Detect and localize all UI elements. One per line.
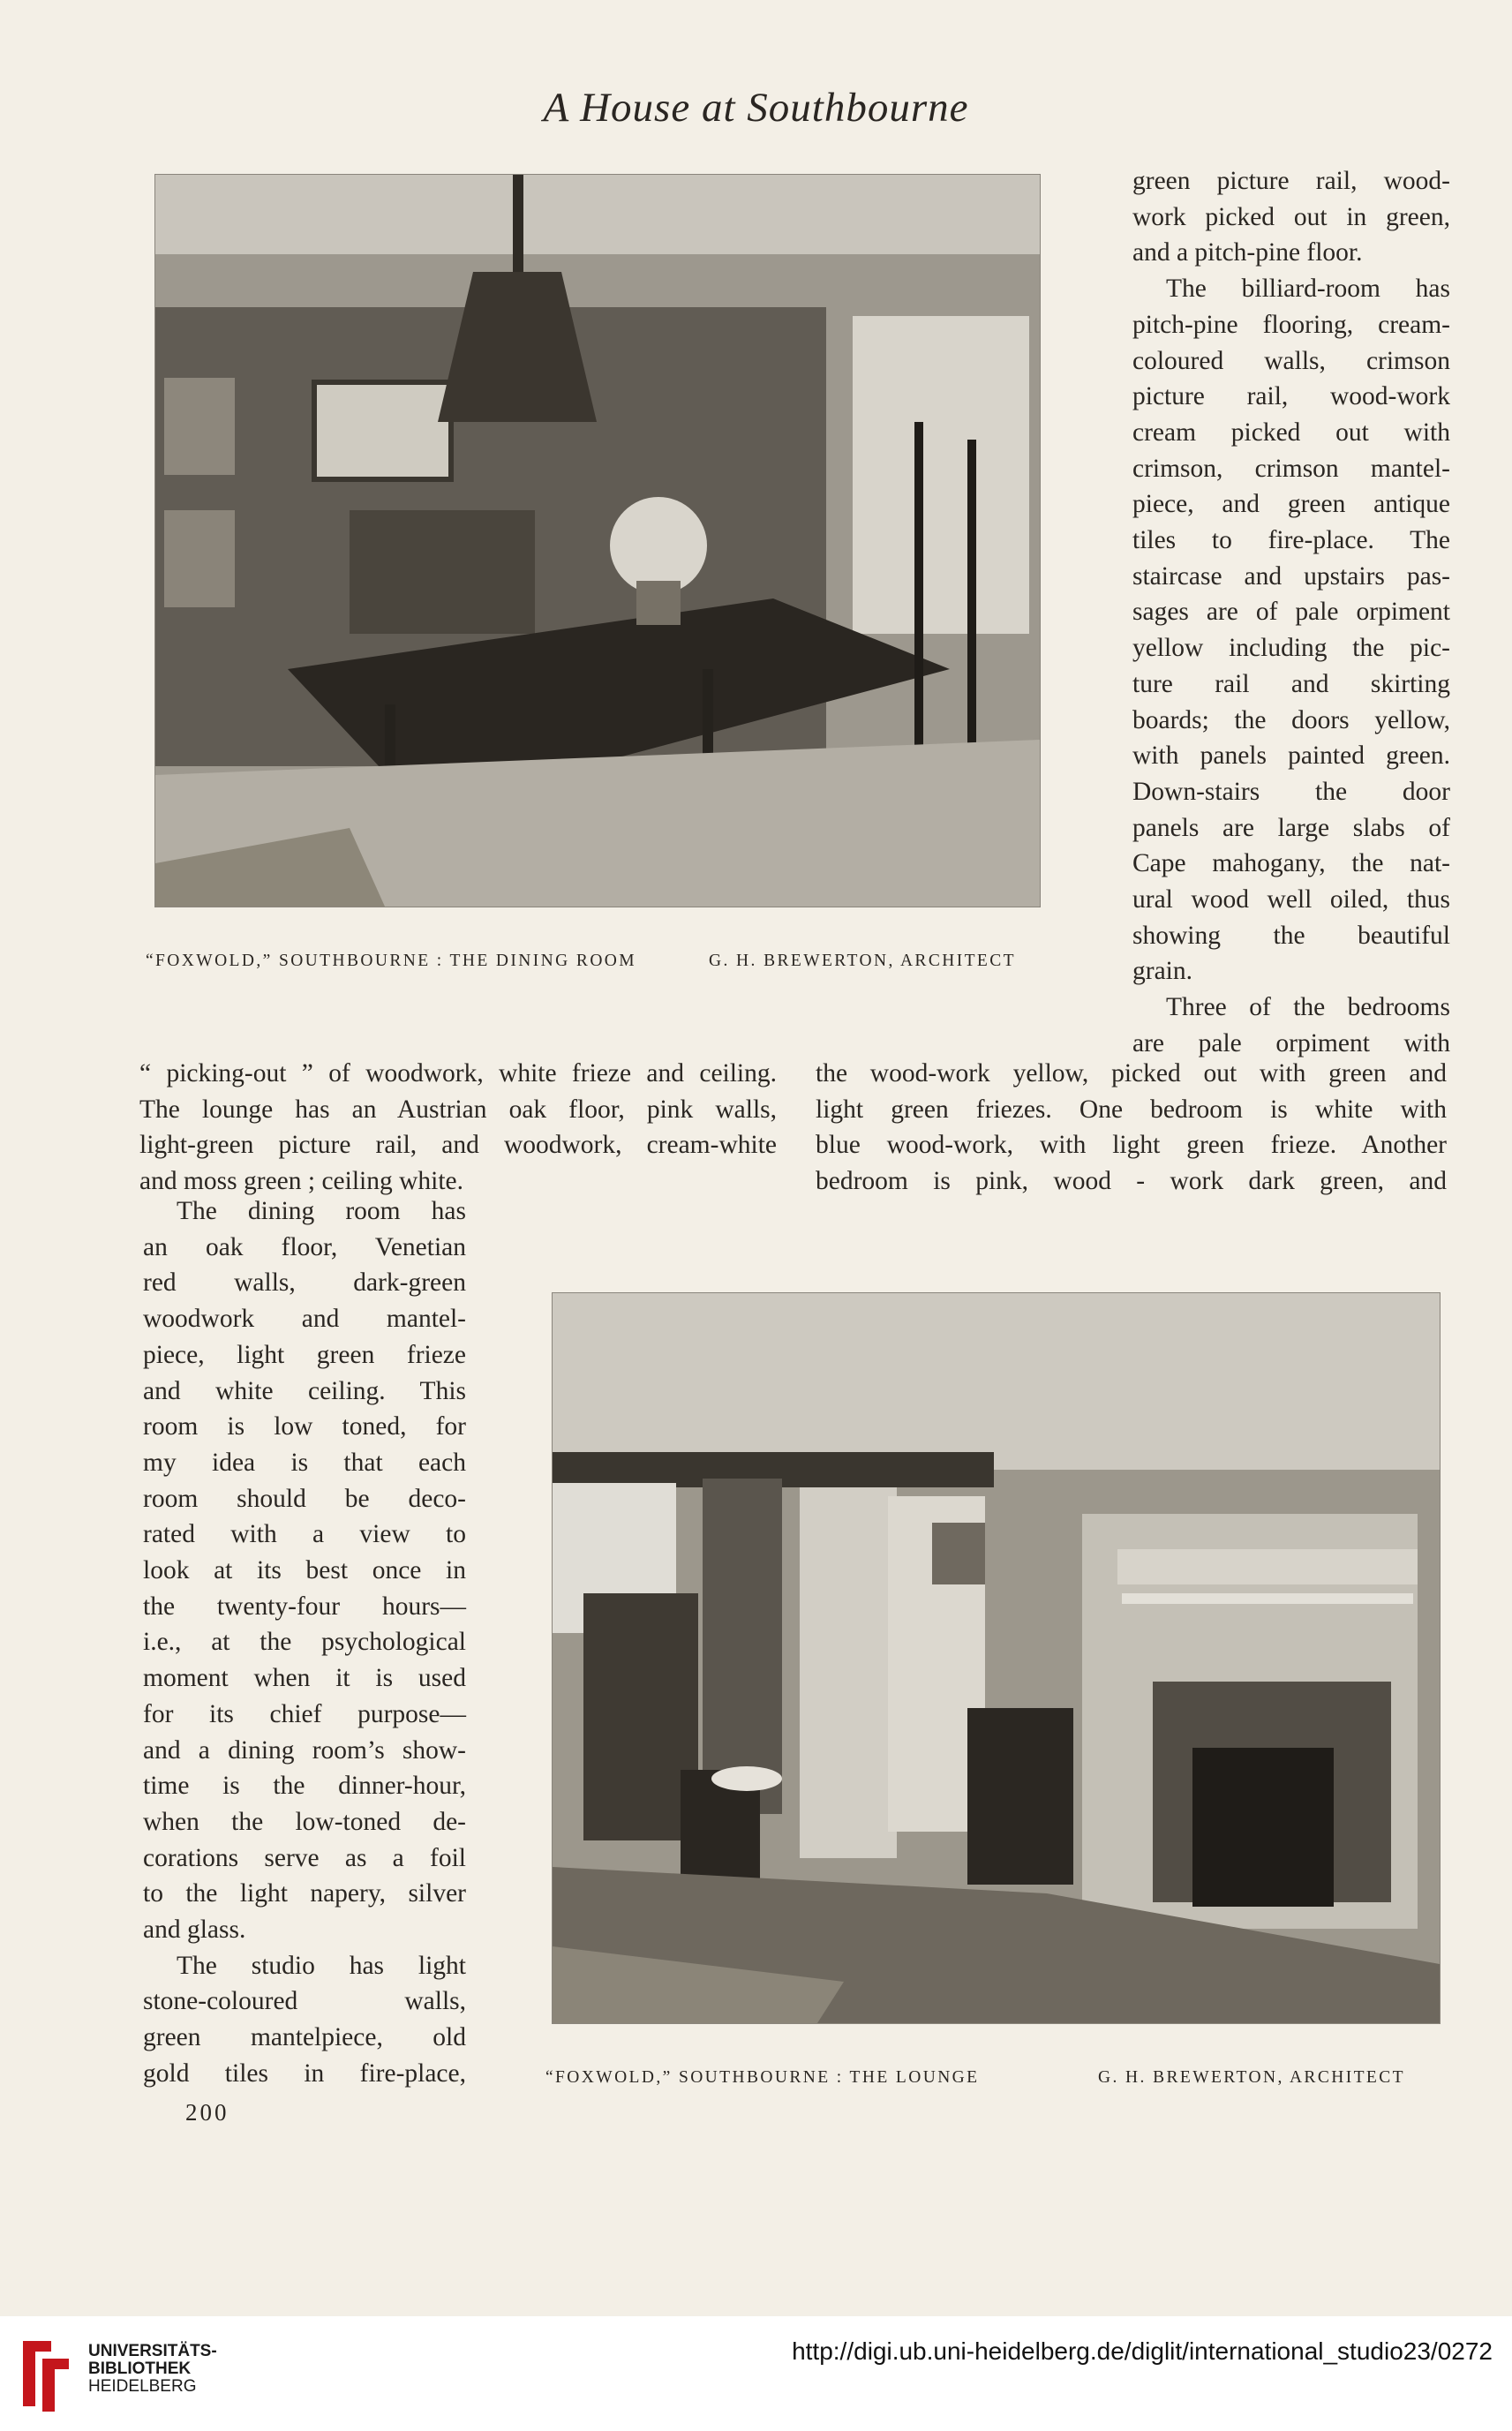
text-line: pitch-pine flooring, cream-: [1132, 310, 1450, 339]
text-line: tiles to fire-place. The: [1132, 526, 1450, 555]
text-line: time is the dinner-hour,: [143, 1772, 466, 1801]
library-name: [88, 2343, 217, 2396]
text-line: woodwork and mantel-: [143, 1305, 466, 1334]
text-line: and a dining room’s show-: [143, 1735, 466, 1765]
text-line: my idea is that each: [143, 1448, 466, 1477]
text-line: corations serve as a foil: [143, 1843, 466, 1872]
lounge-photo: [552, 1292, 1441, 2024]
text-line: are pale orpiment with: [1132, 1028, 1450, 1057]
upper-right-column: [1132, 163, 1450, 1062]
text-line: boards; the doors yellow,: [1132, 705, 1450, 734]
text-line: staircase and upstairs pas-: [1132, 561, 1450, 591]
text-line: yellow including the pic-: [1132, 634, 1450, 663]
text-line: and glass.: [143, 1915, 246, 1945]
text-line: cream picked out with: [1132, 418, 1450, 447]
text-line: sages are of pale orpiment: [1132, 598, 1450, 627]
text-line: ural wood well oiled, thus: [1132, 885, 1450, 914]
page-number: 200: [185, 2099, 229, 2126]
text-line: coloured walls, crimson: [1132, 346, 1450, 375]
text-line: ture rail and skirting: [1132, 669, 1450, 698]
text-line: an oak floor, Venetian: [143, 1232, 466, 1261]
text-line: green picture rail, wood-: [1132, 167, 1450, 195]
text-line: room should be deco-: [143, 1484, 466, 1513]
text-line: green mantelpiece, old: [143, 2023, 466, 2052]
dining-room-credit: G. H. BREWERTON, ARCHITECT: [709, 952, 1016, 970]
text-line: and moss green ; ceiling white.: [139, 1167, 464, 1196]
text-line: with panels painted green.: [1132, 741, 1450, 771]
text-line: rated with a view to: [143, 1520, 466, 1549]
library-logo-icon: [16, 2332, 76, 2415]
library-name-line: HEIDELBERG: [88, 2377, 197, 2396]
text-line: to the light napery, silver: [143, 1879, 466, 1908]
text-line: Down-stairs the door: [1132, 777, 1450, 806]
text-line: The billiard-room has: [1166, 275, 1450, 304]
library-name-line: BIBLIOTHEK: [88, 2360, 192, 2378]
text-line: The dining room has: [177, 1197, 466, 1225]
lounge-credit: G. H. BREWERTON, ARCHITECT: [1098, 2068, 1405, 2087]
text-line: the wood-work yellow, picked out with green and: [816, 1059, 1447, 1088]
text-line: gold tiles in fire-place,: [143, 2058, 466, 2088]
library-name-line: UNIVERSITÄTS-: [88, 2342, 217, 2360]
text-line: red walls, dark-green: [143, 1268, 466, 1298]
text-line: grain.: [1132, 957, 1192, 986]
text-line: crimson, crimson mantel-: [1132, 454, 1450, 483]
text-line: for its chief purpose—: [143, 1699, 466, 1728]
text-line: stone-coloured walls,: [143, 1987, 466, 2016]
middle-left-text: [139, 1056, 777, 1200]
text-line: work picked out in green,: [1132, 202, 1450, 231]
text-line: the twenty-four hours—: [143, 1592, 466, 1621]
permalink-url[interactable]: http://digi.ub.uni-heidelberg.de/diglit/international_studio23/0272: [792, 2337, 1493, 2365]
text-line: piece, light green frieze: [143, 1340, 466, 1369]
dining-room-photo: [154, 174, 1041, 907]
text-line: Three of the bedrooms: [1166, 993, 1450, 1022]
text-line: The studio has light: [177, 1951, 466, 1980]
text-line: bedroom is pink, wood - work dark green, and: [816, 1167, 1447, 1196]
text-line: The lounge has an Austrian oak floor, pink walls,: [139, 1095, 777, 1124]
text-line: panels are large slabs of: [1132, 813, 1450, 842]
text-line: i.e., at the psychological: [143, 1628, 466, 1657]
text-line: and white ceiling. This: [143, 1376, 466, 1405]
digitization-footer: [0, 2316, 1512, 2431]
text-line: “ picking-out ” of woodwork, white frieze and ceiling.: [139, 1059, 777, 1088]
text-line: showing the beautiful: [1132, 921, 1450, 950]
text-line: blue wood-work, with light green frieze. Another: [816, 1131, 1447, 1160]
text-line: look at its best once in: [143, 1556, 466, 1585]
lounge-caption: “FOXWOLD,” SOUTHBOURNE : THE LOUNGE: [545, 2068, 980, 2087]
running-head: A House at Southbourne: [543, 85, 969, 131]
text-line: picture rail, wood-work: [1132, 382, 1450, 411]
dining-room-caption: “FOXWOLD,” SOUTHBOURNE : THE DINING ROOM: [146, 952, 637, 970]
middle-right-text: [816, 1056, 1447, 1200]
text-line: light-green picture rail, and woodwork, cream-white: [139, 1131, 777, 1160]
text-line: and a pitch-pine floor.: [1132, 238, 1363, 267]
text-line: room is low toned, for: [143, 1412, 466, 1441]
text-line: Cape mahogany, the nat-: [1132, 849, 1450, 878]
text-line: light green friezes. One bedroom is white with: [816, 1095, 1447, 1124]
text-line: when the low-toned de-: [143, 1807, 466, 1836]
text-line: piece, and green antique: [1132, 490, 1450, 519]
left-narrow-column: [143, 1193, 466, 2092]
text-line: moment when it is used: [143, 1664, 466, 1693]
